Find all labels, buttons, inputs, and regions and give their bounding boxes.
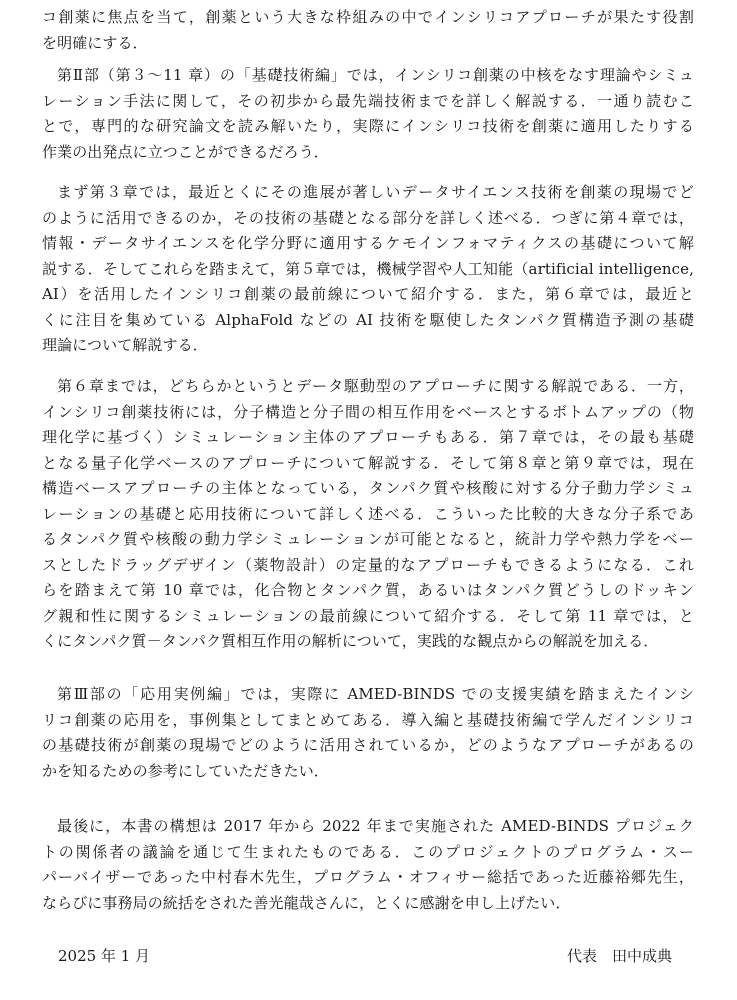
text-line: AI）を活用したインシリコ創薬の最前線について紹介する．また，第６章では，最近と <box>42 285 694 303</box>
text-line: レーションの基礎と応用技術について詳しく述べる．こういった比較的大きな分子系であ <box>42 504 694 523</box>
text-line: くにタンパク質－タンパク質相互作用の解析について，実践的な観点からの解説を加える． <box>42 632 659 650</box>
text-line: 第Ⅱ部（第３～11 章）の「基礎技術編」では，インシリコ創薬の中核をなす理論やシミュ <box>57 66 694 84</box>
text-line: るタンパク質や核酸の動力学シミュレーションが可能となると，統計力学や熱力学をベー <box>42 530 694 548</box>
text-line: の基礎技術が創薬の現場でどのように活用されているか，どのようなアプローチがあるの <box>42 736 694 754</box>
text-line: かを知るための参考にしていただきたい． <box>42 761 329 780</box>
text-line: 理論について解説する． <box>42 336 208 354</box>
footer-date: 2025 年 1 月 <box>58 947 151 965</box>
text-line: リコ創薬の応用を，事例集としてまとめてある．導入編と基礎技術編で学んだインシリコ <box>42 710 694 729</box>
text-line: 第Ⅲ部の「応用実例編」では，実際に AMED-BINDS での支援実績を踏まえたインシ <box>57 685 694 703</box>
text-line: トの関係者の議論を通じて生まれたものである．このプロジェクトのプログラム・スー <box>42 842 694 861</box>
paragraph-part2-overview <box>42 63 694 165</box>
text-line: 最後に，本書の構想は 2017 年から 2022 年まで実施された AMED-BINDS プロジェク <box>57 817 694 835</box>
text-line: コ創薬に焦点を当て，創薬という大きな枠組みの中でインシリコアプローチが果たす役割 <box>42 8 694 26</box>
text-line: となる量子化学ベースのアプローチについて解説する．そして第８章と第９章では，現在 <box>42 453 694 472</box>
text-line: 構造ベースアプローチの主体となっている，タンパク質や核酸に対する分子動力学シミュ <box>42 479 694 497</box>
document-page <box>42 0 694 1000</box>
text-line: 第６章までは，どちらかというとデータ駆動型のアプローチに関する解説である．一方， <box>57 377 694 395</box>
text-line: スとしたドラッグデザイン（薬物設計）の定量的なアプローチもできるようになる．これ <box>42 555 694 574</box>
text-line: くに注目を集めている AlphaFold などの AI 技術を駆使したタンパク質構造予測の基礎 <box>42 310 694 329</box>
text-line: を明確にする． <box>42 33 148 52</box>
text-line: 説する．そしてこれらを踏まえて，第５章では，機械学習や人工知能（artificial intelligence, <box>42 259 694 278</box>
text-line: まず第３章では，最近とくにその進展が著しいデータサイエンス技術を創薬の現場でど <box>57 183 694 201</box>
paragraph-part3-overview <box>42 682 694 784</box>
text-line: 作業の出発点に立つことができるだろう． <box>42 142 329 161</box>
text-line: レーション手法に関して，その初歩から最先端技術までを詳しく解説する．一通り読むこ <box>42 91 694 110</box>
paragraph-chapters-7-11 <box>42 374 694 655</box>
paragraph-acknowledgements <box>42 814 694 916</box>
text-line: 理化学に基づく）シミュレーション主体のアプローチもある．第７章では，その最も基礎 <box>42 428 694 446</box>
text-line: らを踏まえて第 10 章では，化合物とタンパク質，あるいはタンパク質どうしのドッキン <box>42 581 694 599</box>
text-line: ならびに事務局の統括をされた善光龍哉さんに，とくに感謝を申し上げたい． <box>42 893 571 912</box>
paragraph-chapters-3-6 <box>42 180 694 359</box>
footer-signature: 代表 田中成典 <box>566 947 672 965</box>
text-line: 情報・データサイエンスを化学分野に適用するケモインフォマティクスの基礎について解 <box>42 234 694 252</box>
text-line: グ親和性に関するシミュレーションの最前線について紹介する．そして第 11 章では，と <box>42 606 694 625</box>
paragraph-intro-continuation <box>42 5 694 56</box>
text-line: のように活用できるのか，その技術の基礎となる部分を詳しく述べる．つぎに第４章では， <box>42 208 694 227</box>
document-footer <box>42 944 694 968</box>
text-line: インシリコ創薬技術には，分子構造と分子間の相互作用をベースとするボトムアップの（物 <box>42 402 694 421</box>
text-line: パーバイザーであった中村春木先生，プログラム・オフィサー総括であった近藤裕郷先生， <box>42 868 694 886</box>
text-line: とで，専門的な研究論文を読み解いたり，実際にインシリコ技術を創薬に適用したりする <box>42 117 694 135</box>
